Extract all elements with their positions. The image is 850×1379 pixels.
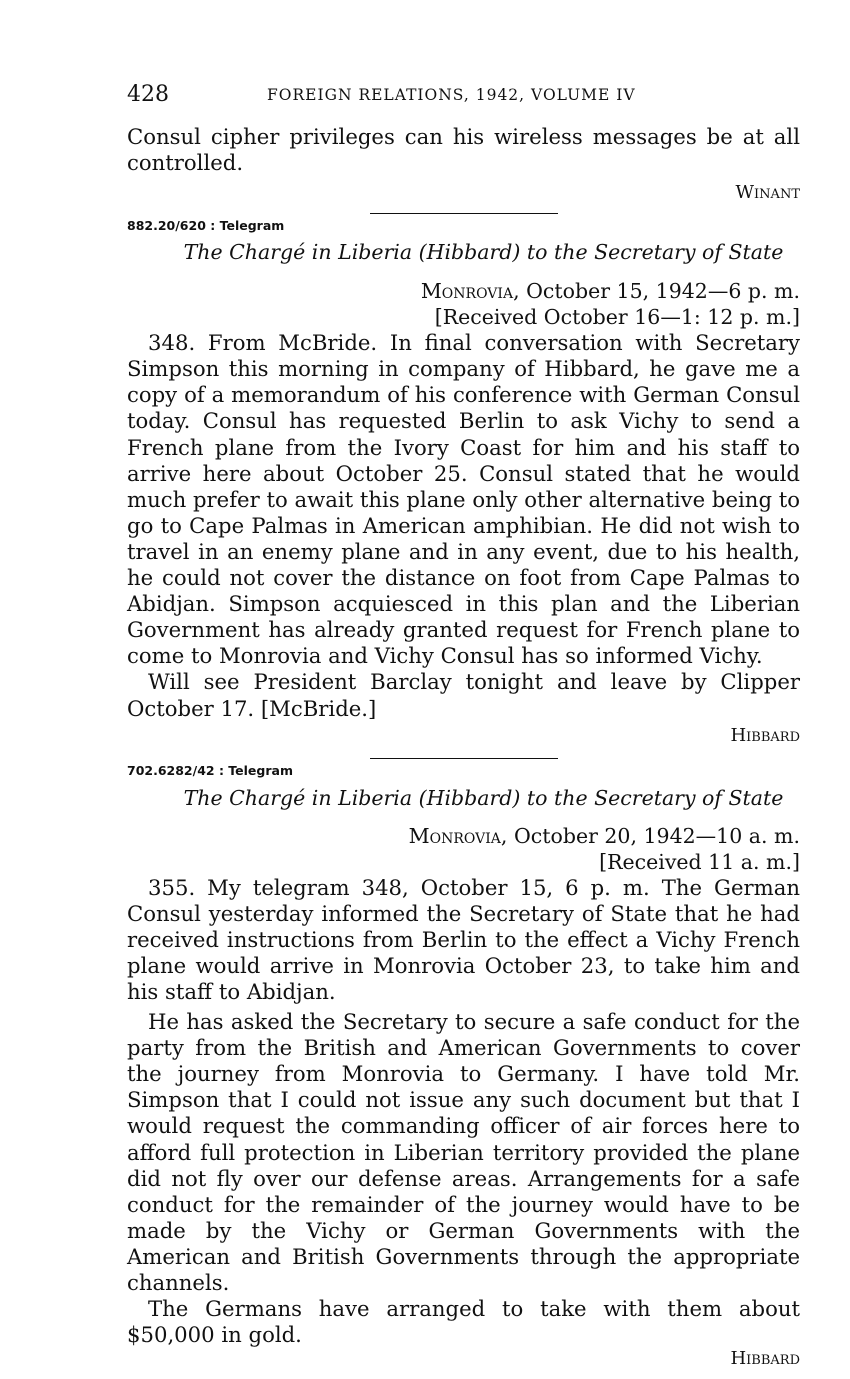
page-number: 428	[127, 82, 169, 107]
dateline	[127, 823, 800, 849]
telegram-paragraph: Will see President Barclay tonight and leave by Clipper October 17. [McBride.]	[127, 669, 800, 721]
running-title: FOREIGN RELATIONS, 1942, VOLUME IV	[267, 86, 636, 104]
file-number: 882.20/620 : Telegram	[127, 218, 285, 234]
dateline	[127, 278, 800, 304]
running-head	[127, 82, 800, 112]
telegram-paragraph: He has asked the Secretary to secure a safe conduct for the party from the British and American Governments to cover the journey from Monrovia to Germany. I have told Mr. Simpson that I could not issue any such document but that I would request the commanding officer of air forces here to afford full protection in Liberian territory provided the plane did not fly over our defense areas. Arrangements for a safe conduct for the remainder of the journey would have to be made by the Vichy or German Governments with the American and British Governments through the appropriate channels.	[127, 1009, 800, 1295]
received-line: [Received 11 a. m.]	[599, 849, 800, 874]
continuation-text: Consul cipher privileges can his wireless messages be at all controlled.	[127, 124, 800, 176]
telegram-paragraph: 355. My telegram 348, October 15, 6 p. m. The German Consul yesterday informed the Secretary of State that he had received instructions from Berlin to the effect a Vichy French plane would arrive in Monrovia October 23, to take him and his staff to Abidjan.	[127, 874, 800, 1004]
section-divider	[370, 758, 558, 759]
signature-hibbard: Hibbard	[730, 724, 800, 746]
document-heading: The Chargé in Liberia (Hibbard) to the Secretary of State	[183, 785, 784, 810]
document-heading: The Chargé in Liberia (Hibbard) to the Secretary of State	[183, 240, 784, 265]
dateline-date: , October 15, 1942—6 p. m.	[513, 279, 800, 304]
signature-winant: Winant	[735, 182, 800, 204]
section-divider	[370, 213, 558, 214]
dateline-date: , October 20, 1942—10 a. m.	[500, 823, 800, 848]
file-number: 702.6282/42 : Telegram	[127, 762, 293, 778]
document-page	[127, 82, 800, 1370]
telegram-paragraph: 348. From McBride. In final conversation with Secretary Simpson this morning in company of Hibbard, he gave me a copy of a memorandum of his conference with German Consul today. Consul has requested Berlin to ask Vichy to send a French plane from the Ivory Coast for him and his staff to arrive here about October 25. Consul stated that he would much prefer to await this plane only other alternative being to go to Cape Palmas in American amphibian. He did not wish to travel in an enemy plane and in any event, due to his health, he could not cover the distance on foot from Cape Palmas to Abidjan. Simpson acquiesced in this plan and the Liberian Government has already granted request for French plane to come to Monrovia and Vichy Consul has so informed Vichy.	[127, 330, 801, 669]
dateline-place: Monrovia	[408, 823, 501, 848]
received-line: [Received October 16—1: 12 p. m.]	[434, 305, 800, 330]
signature-hibbard: Hibbard	[730, 1348, 800, 1370]
telegram-paragraph: The Germans have arranged to take with them about $50,000 in gold.	[127, 1296, 800, 1348]
dateline-place: Monrovia	[420, 279, 514, 304]
